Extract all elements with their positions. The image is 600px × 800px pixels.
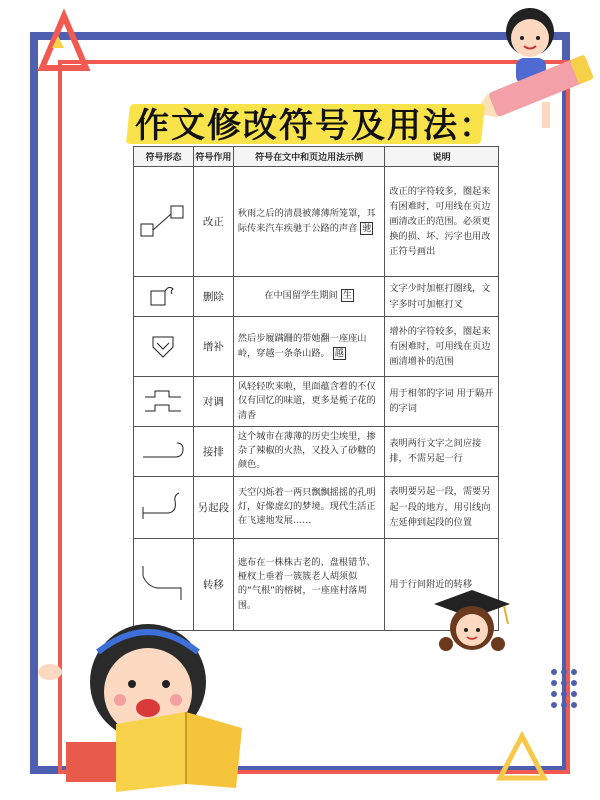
page-title: 作文修改符号及用法：: [135, 106, 495, 146]
correction-symbol-icon: [137, 202, 189, 242]
symbol-name: 另起段: [193, 476, 233, 538]
usage-example: 这个城市在薄薄的历史尘埃里，掺杂了辣椒的火热，又投入了砂糖的颜色。: [233, 426, 385, 476]
graduate-girl-illustration-icon: [424, 586, 520, 658]
example-text: 在中国留学生期间: [264, 290, 338, 302]
usage-example: 风轻轻吹来啦，里面蕴含着的不仅仅有回忆的味道，更多是栀子花的清香: [233, 377, 385, 427]
table-row: [134, 277, 499, 317]
move-symbol-icon: [137, 562, 189, 606]
new-paragraph-symbol-icon: [139, 489, 187, 525]
swap-symbol-icon: [141, 387, 185, 415]
table-row: [134, 476, 499, 538]
header-description: 说明: [385, 147, 499, 167]
symbol-name: 增补: [193, 317, 233, 377]
description: 用于行间附近的转移: [385, 538, 499, 630]
table-row: [134, 377, 499, 427]
table-row: [134, 317, 499, 377]
symbol-table: [133, 146, 499, 631]
dots-decoration-icon: [548, 666, 578, 722]
symbol-name: 转移: [193, 538, 233, 630]
header-symbol-function: 符号作用: [193, 147, 233, 167]
table-row: [134, 426, 499, 476]
usage-example: [233, 317, 385, 377]
join-symbol-icon: [139, 437, 187, 465]
table-row: [134, 167, 499, 277]
header-usage-example: 符号在文中和页边用法示例: [233, 147, 385, 167]
symbol-name: 接排: [193, 426, 233, 476]
delete-symbol-icon: [143, 283, 183, 311]
symbol-name: 对调: [193, 377, 233, 427]
description: 文字少时加框打圈线，文字多时可加框打叉: [385, 277, 499, 317]
description: 改正的字符较多，圈起来有困难时，可用线在页边画清改正的范围。必须更换的损、坏、污字也用改正符号画出: [385, 167, 499, 277]
usage-example: [233, 277, 385, 317]
deleted-word: 生: [342, 290, 352, 302]
triangle-decoration-icon: [494, 728, 550, 784]
inserted-word: 越: [334, 347, 344, 359]
header-symbol-shape: 符号形态: [134, 147, 194, 167]
reading-girl-illustration-icon: [36, 612, 248, 798]
symbol-name: 改正: [193, 167, 233, 277]
triangle-decoration-icon: [34, 8, 94, 78]
description: 用于相邻的字词 用于隔开的字词: [385, 377, 499, 427]
example-text: 秋雨之后的清晨被薄薄所笼罩，耳际传来汽车疾驰于公路的声音: [237, 208, 376, 234]
usage-example: [233, 167, 385, 277]
description: 增补的字符较多，圈起来有困难时，可用线在页边画清增补的范围: [385, 317, 499, 377]
description: 表明要另起一段，需要另起一段的地方，用引线向左延伸到起段的位置: [385, 476, 499, 538]
usage-example: 天空闪烁着一两只飘飘摇摇的孔明灯，好像虚幻的梦境。现代生活正在飞速地发展……: [233, 476, 385, 538]
example-text: 然后步履蹒跚的带她翻一座座山岭，穿越一条条山路。: [237, 333, 367, 359]
description: 表明两行文字之间应接排，不需另起一行: [385, 426, 499, 476]
table-header-row: [134, 147, 499, 167]
symbol-name: 删除: [193, 277, 233, 317]
usage-example: 遮布在一株株古老的、盘根错节、桠杈上垂着一簇簇老人胡须似的“气根”的榕树，一座座村落周围。: [233, 538, 385, 630]
insert-symbol-icon: [143, 331, 183, 363]
correction-word: 驰: [362, 222, 372, 234]
